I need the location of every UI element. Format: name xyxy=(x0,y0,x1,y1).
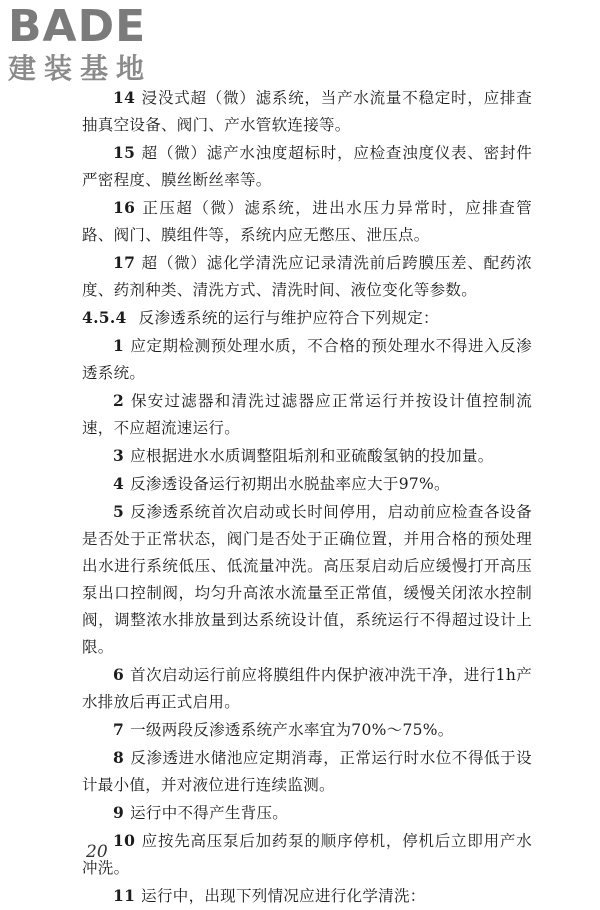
clause-14 xyxy=(82,84,532,139)
item-5 xyxy=(82,498,532,661)
clause-text: 正压超（微）滤系统，进出水压力异常时，应排查管路、阀门、膜组件等，系统内应无憋压、泄压点。 xyxy=(82,199,532,244)
item-text: 应根据进水水质调整阻垢剂和亚硫酸氢钠的投加量。 xyxy=(130,447,494,465)
item-number: 7 xyxy=(113,720,125,739)
item-9 xyxy=(82,799,532,827)
item-text: 应按先高压泵后加药泵的顺序停机，停机后立即用产水冲洗。 xyxy=(82,832,532,877)
item-10 xyxy=(82,827,532,882)
clause-number: 17 xyxy=(113,253,136,272)
document-body xyxy=(82,84,532,910)
item-8 xyxy=(82,744,532,799)
item-1 xyxy=(82,332,532,387)
item-number: 6 xyxy=(113,665,125,684)
item-text: 反渗透设备运行初期出水脱盐率应大于97%。 xyxy=(130,475,450,493)
item-2 xyxy=(82,387,532,442)
item-text: 首次启动运行前应将膜组件内保护液冲洗干净，进行1h产水排放后再正式启用。 xyxy=(82,666,532,711)
item-number: 8 xyxy=(113,748,125,767)
item-number: 5 xyxy=(113,502,125,521)
section-number: 4.5.4 xyxy=(82,308,127,327)
item-number: 11 xyxy=(113,886,136,905)
item-number: 4 xyxy=(113,474,125,493)
item-6 xyxy=(82,661,532,716)
clause-16 xyxy=(82,194,532,249)
item-7 xyxy=(82,716,532,744)
clause-text: 超（微）滤化学清洗应记录清洗前后跨膜压差、配药浓度、药剂种类、清洗方式、清洗时间、液位变化等参数。 xyxy=(82,254,532,299)
clause-text: 超（微）滤产水浊度超标时，应检查浊度仪表、密封件严密程度、膜丝断丝率等。 xyxy=(82,144,532,189)
item-text: 反渗透系统首次启动或长时间停用，启动前应检查各设备是否处于正常状态，阀门是否处于正确位置，并用合格的预处理出水进行系统低压、低流量冲洗。高压泵启动后应缓慢打开高压泵出口控制阀，均匀升高浓水流量至正常值，缓慢关闭浓水控制阀，调整浓水排放量到达系统设计值，系统运行不得超过设计上限。 xyxy=(82,503,532,656)
watermark-latin: BADE xyxy=(8,1,147,52)
item-number: 1 xyxy=(113,336,125,355)
item-4 xyxy=(82,470,532,498)
clause-17 xyxy=(82,249,532,304)
section-title: 反渗透系统的运行与维护应符合下列规定： xyxy=(138,309,439,327)
clause-15 xyxy=(82,139,532,194)
item-text: 运行中不得产生背压。 xyxy=(130,804,289,822)
item-text: 应定期检测预处理水质，不合格的预处理水不得进入反渗透系统。 xyxy=(82,337,532,382)
item-11 xyxy=(82,882,532,910)
item-text: 一级两段反渗透系统产水率宜为70%～75%。 xyxy=(130,721,454,739)
clause-number: 16 xyxy=(113,198,136,217)
item-number: 2 xyxy=(113,391,125,410)
item-text: 运行中，出现下列情况应进行化学清洗： xyxy=(141,887,426,905)
item-text: 反渗透进水储池应定期消毒，正常运行时水位不得低于设计最小值，并对液位进行连续监测。 xyxy=(82,749,532,794)
item-number: 9 xyxy=(113,803,125,822)
page-number: 20 xyxy=(86,842,108,862)
item-text: 保安过滤器和清洗过滤器应正常运行并按设计值控制流速，不应超流速运行。 xyxy=(82,392,532,437)
item-3 xyxy=(82,442,532,470)
item-number: 10 xyxy=(113,831,136,850)
clause-text: 浸没式超（微）滤系统，当产水流量不稳定时，应排查抽真空设备、阀门、产水管软连接等。 xyxy=(82,89,532,134)
section-heading-4-5-4 xyxy=(82,304,532,332)
watermark-logo xyxy=(8,1,178,94)
clause-number: 14 xyxy=(113,88,136,107)
item-number: 3 xyxy=(113,446,125,465)
watermark-cjk: 建装基地 xyxy=(8,52,153,85)
clause-number: 15 xyxy=(113,143,136,162)
